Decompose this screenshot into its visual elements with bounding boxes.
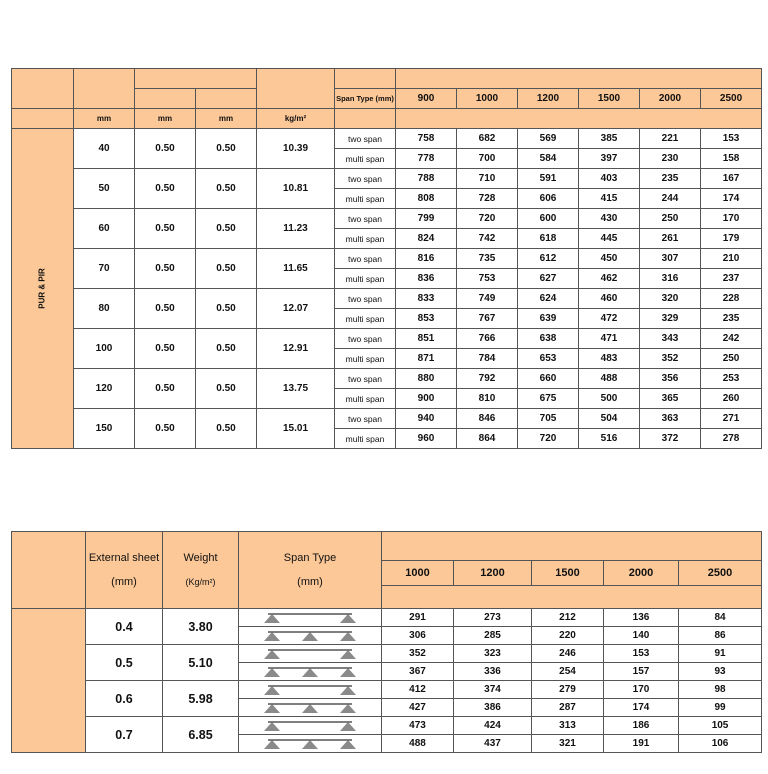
external-sheet-cell: 0.6	[86, 681, 163, 717]
weight-cell: 11.23	[257, 209, 335, 249]
value-cell: 93	[679, 663, 762, 681]
weight-cell: 5.98	[163, 681, 239, 717]
support-triangle	[264, 650, 280, 659]
span-header: 2000	[604, 561, 679, 586]
support-triangle	[264, 704, 280, 713]
value-cell: 261	[640, 229, 701, 249]
value-cell: 136	[604, 609, 679, 627]
two-span-support-icon	[262, 646, 358, 661]
value-cell: 742	[457, 229, 518, 249]
sheet1-cell: 0.50	[135, 329, 196, 369]
weight-cell: 10.39	[257, 129, 335, 169]
unit-cell: kg/m²	[257, 109, 335, 129]
value-cell: 488	[579, 369, 640, 389]
span-header: 1500	[532, 561, 604, 586]
span-diagram-cell	[239, 735, 382, 753]
value-cell: 98	[679, 681, 762, 699]
value-cell: 167	[701, 169, 762, 189]
value-cell: 279	[532, 681, 604, 699]
span-header: 2500	[701, 89, 762, 109]
weight-cell: 12.91	[257, 329, 335, 369]
value-cell: 675	[518, 389, 579, 409]
span-type-cell: multi span	[335, 229, 396, 249]
support-triangle	[264, 632, 280, 641]
unit-cell: mm	[196, 109, 257, 129]
value-cell: 153	[604, 645, 679, 663]
value-cell: 321	[532, 735, 604, 753]
value-cell: 767	[457, 309, 518, 329]
table-row	[12, 645, 762, 663]
sheet2-cell: 0.50	[196, 129, 257, 169]
value-cell: 174	[604, 699, 679, 717]
external-sheet-cell: 0.7	[86, 717, 163, 753]
value-cell: 285	[454, 627, 532, 645]
value-cell: 705	[518, 409, 579, 429]
weight-cell: 5.10	[163, 645, 239, 681]
span-header: 2500	[679, 561, 762, 586]
unit-cell: mm	[74, 109, 135, 129]
value-cell: 210	[701, 249, 762, 269]
table-row	[12, 289, 762, 309]
value-cell: 569	[518, 129, 579, 149]
value-cell: 660	[518, 369, 579, 389]
value-cell: 460	[579, 289, 640, 309]
value-cell: 720	[457, 209, 518, 229]
value-cell: 824	[396, 229, 457, 249]
value-cell: 157	[604, 663, 679, 681]
value-cell: 488	[382, 735, 454, 753]
value-cell: 356	[640, 369, 701, 389]
value-cell: 728	[457, 189, 518, 209]
thickness-cell: 40	[74, 129, 135, 169]
table-row	[12, 681, 762, 699]
value-cell: 960	[396, 429, 457, 449]
sheet1-cell: 0.50	[135, 289, 196, 329]
value-cell: 753	[457, 269, 518, 289]
value-cell: 424	[454, 717, 532, 735]
sheet2-cell: 0.50	[196, 169, 257, 209]
value-cell: 260	[701, 389, 762, 409]
value-cell: 700	[457, 149, 518, 169]
span-header: 900	[396, 89, 457, 109]
weight-cell: 3.80	[163, 609, 239, 645]
span-diagram-cell	[239, 609, 382, 627]
value-cell: 235	[640, 169, 701, 189]
support-triangle	[302, 704, 318, 713]
value-cell: 220	[532, 627, 604, 645]
sheet1-cell: 0.50	[135, 369, 196, 409]
weight-header	[163, 532, 239, 609]
support-triangle	[264, 668, 280, 677]
value-cell: 462	[579, 269, 640, 289]
value-cell: 758	[396, 129, 457, 149]
value-cell: 372	[640, 429, 701, 449]
side-blank-cell	[12, 609, 86, 753]
support-triangle	[340, 614, 356, 623]
value-cell: 158	[701, 149, 762, 169]
span-type-cell: two span	[335, 209, 396, 229]
value-cell: 221	[640, 129, 701, 149]
multi-span-support-icon	[262, 700, 358, 715]
table-row	[12, 717, 762, 735]
header-blank	[196, 89, 257, 109]
multi-span-support-icon	[262, 736, 358, 751]
value-cell: 367	[382, 663, 454, 681]
table-row	[12, 249, 762, 269]
header-blank	[396, 109, 762, 129]
support-triangle	[302, 632, 318, 641]
table-row	[12, 609, 762, 627]
value-cell: 191	[604, 735, 679, 753]
value-cell: 352	[382, 645, 454, 663]
table-row	[12, 209, 762, 229]
value-cell: 250	[640, 209, 701, 229]
sheet1-cell: 0.50	[135, 209, 196, 249]
span-type-cell: two span	[335, 249, 396, 269]
value-cell: 386	[454, 699, 532, 717]
value-cell: 445	[579, 229, 640, 249]
weight-cell: 11.65	[257, 249, 335, 289]
header-blank	[135, 89, 196, 109]
span-type-cell: two span	[335, 169, 396, 189]
span-type-cell: two span	[335, 289, 396, 309]
span-header: 1000	[457, 89, 518, 109]
span-type-unit: (mm)	[297, 576, 323, 588]
value-cell: 846	[457, 409, 518, 429]
span-type-cell: two span	[335, 129, 396, 149]
span-header: 1000	[382, 561, 454, 586]
value-cell: 271	[701, 409, 762, 429]
span-type-label: Span Type	[283, 551, 337, 564]
span-type-cell: two span	[335, 329, 396, 349]
value-cell: 287	[532, 699, 604, 717]
value-cell: 500	[579, 389, 640, 409]
value-cell: 606	[518, 189, 579, 209]
value-cell: 186	[604, 717, 679, 735]
value-cell: 313	[532, 717, 604, 735]
thickness-cell: 80	[74, 289, 135, 329]
span-type-cell: multi span	[335, 149, 396, 169]
span-diagram-cell	[239, 681, 382, 699]
value-cell: 273	[454, 609, 532, 627]
value-cell: 106	[679, 735, 762, 753]
value-cell: 230	[640, 149, 701, 169]
multi-span-support-icon	[262, 664, 358, 679]
thickness-cell: 100	[74, 329, 135, 369]
header-blank	[12, 532, 86, 609]
value-cell: 808	[396, 189, 457, 209]
weight-unit: (Kg/m²)	[185, 577, 216, 587]
value-cell: 179	[701, 229, 762, 249]
value-cell: 710	[457, 169, 518, 189]
value-cell: 385	[579, 129, 640, 149]
span-type-cell: multi span	[335, 349, 396, 369]
sheet2-cell: 0.50	[196, 369, 257, 409]
value-cell: 778	[396, 149, 457, 169]
thickness-cell: 150	[74, 409, 135, 449]
header-blank	[396, 69, 762, 89]
table-row	[12, 129, 762, 149]
header-blank	[382, 586, 762, 609]
support-triangle	[340, 668, 356, 677]
value-cell: 871	[396, 349, 457, 369]
value-cell: 374	[454, 681, 532, 699]
weight-label: Weight	[183, 551, 218, 564]
value-cell: 682	[457, 129, 518, 149]
header-blank	[74, 69, 135, 109]
two-span-support-icon	[262, 682, 358, 697]
value-cell: 627	[518, 269, 579, 289]
support-triangle	[340, 704, 356, 713]
value-cell: 254	[532, 663, 604, 681]
value-cell: 584	[518, 149, 579, 169]
two-span-support-icon	[262, 718, 358, 733]
value-cell: 504	[579, 409, 640, 429]
value-cell: 600	[518, 209, 579, 229]
value-cell: 792	[457, 369, 518, 389]
weight-cell: 6.85	[163, 717, 239, 753]
value-cell: 653	[518, 349, 579, 369]
header-blank	[12, 69, 74, 109]
table-row	[12, 369, 762, 389]
sheet2-cell: 0.50	[196, 289, 257, 329]
span-type-cell: multi span	[335, 429, 396, 449]
external-sheet-unit: (mm)	[111, 576, 137, 588]
sheet2-cell: 0.50	[196, 409, 257, 449]
value-cell: 242	[701, 329, 762, 349]
value-cell: 174	[701, 189, 762, 209]
sheet2-cell: 0.50	[196, 329, 257, 369]
value-cell: 788	[396, 169, 457, 189]
sheet1-cell: 0.50	[135, 129, 196, 169]
value-cell: 253	[701, 369, 762, 389]
span-type-cell: multi span	[335, 269, 396, 289]
span-header: 1500	[579, 89, 640, 109]
external-sheet-cell: 0.5	[86, 645, 163, 681]
value-cell: 320	[640, 289, 701, 309]
value-cell: 306	[382, 627, 454, 645]
span-diagram-cell	[239, 717, 382, 735]
header-blank	[12, 109, 74, 129]
support-triangle	[264, 614, 280, 623]
value-cell: 403	[579, 169, 640, 189]
value-cell: 170	[604, 681, 679, 699]
value-cell: 170	[701, 209, 762, 229]
external-sheet-cell: 0.4	[86, 609, 163, 645]
thickness-cell: 70	[74, 249, 135, 289]
value-cell: 940	[396, 409, 457, 429]
value-cell: 140	[604, 627, 679, 645]
value-cell: 483	[579, 349, 640, 369]
value-cell: 430	[579, 209, 640, 229]
value-cell: 228	[701, 289, 762, 309]
table-row	[12, 169, 762, 189]
weight-cell: 15.01	[257, 409, 335, 449]
sheet1-cell: 0.50	[135, 249, 196, 289]
value-cell: 618	[518, 229, 579, 249]
header-blank	[257, 69, 335, 109]
value-cell: 105	[679, 717, 762, 735]
value-cell: 86	[679, 627, 762, 645]
value-cell: 237	[701, 269, 762, 289]
sheet2-cell: 0.50	[196, 249, 257, 289]
value-cell: 880	[396, 369, 457, 389]
value-cell: 836	[396, 269, 457, 289]
value-cell: 212	[532, 609, 604, 627]
value-cell: 471	[579, 329, 640, 349]
span-header: 1200	[454, 561, 532, 586]
sheet2-cell: 0.50	[196, 209, 257, 249]
value-cell: 329	[640, 309, 701, 329]
span-type-header	[239, 532, 382, 609]
value-cell: 365	[640, 389, 701, 409]
value-cell: 450	[579, 249, 640, 269]
support-triangle	[340, 740, 356, 749]
value-cell: 336	[454, 663, 532, 681]
support-triangle	[264, 740, 280, 749]
value-cell: 612	[518, 249, 579, 269]
value-cell: 244	[640, 189, 701, 209]
support-triangle	[340, 722, 356, 731]
two-span-support-icon	[262, 610, 358, 625]
weight-cell: 10.81	[257, 169, 335, 209]
value-cell: 591	[518, 169, 579, 189]
span-diagram-cell	[239, 699, 382, 717]
value-cell: 437	[454, 735, 532, 753]
value-cell: 473	[382, 717, 454, 735]
header-blank	[335, 109, 396, 129]
support-triangle	[302, 668, 318, 677]
value-cell: 900	[396, 389, 457, 409]
side-label-cell	[12, 129, 74, 449]
value-cell: 853	[396, 309, 457, 329]
value-cell: 472	[579, 309, 640, 329]
value-cell: 412	[382, 681, 454, 699]
value-cell: 864	[457, 429, 518, 449]
sheet-load-table	[11, 531, 762, 753]
span-type-cell: two span	[335, 369, 396, 389]
external-sheet-header	[86, 532, 163, 609]
value-cell: 851	[396, 329, 457, 349]
weight-cell: 12.07	[257, 289, 335, 329]
thickness-cell: 50	[74, 169, 135, 209]
value-cell: 278	[701, 429, 762, 449]
support-triangle	[264, 722, 280, 731]
value-cell: 250	[701, 349, 762, 369]
value-cell: 343	[640, 329, 701, 349]
value-cell: 735	[457, 249, 518, 269]
value-cell: 766	[457, 329, 518, 349]
span-diagram-cell	[239, 627, 382, 645]
external-sheet-label: External sheet	[88, 551, 160, 564]
support-triangle	[340, 650, 356, 659]
value-cell: 91	[679, 645, 762, 663]
span-header: 1200	[518, 89, 579, 109]
support-triangle	[302, 740, 318, 749]
value-cell: 352	[640, 349, 701, 369]
value-cell: 415	[579, 189, 640, 209]
sheet1-cell: 0.50	[135, 409, 196, 449]
value-cell: 784	[457, 349, 518, 369]
span-type-cell: multi span	[335, 309, 396, 329]
value-cell: 84	[679, 609, 762, 627]
value-cell: 720	[518, 429, 579, 449]
value-cell: 397	[579, 149, 640, 169]
value-cell: 246	[532, 645, 604, 663]
support-triangle	[340, 686, 356, 695]
value-cell: 291	[382, 609, 454, 627]
unit-cell: mm	[135, 109, 196, 129]
value-cell: 323	[454, 645, 532, 663]
table-row	[12, 409, 762, 429]
thickness-cell: 120	[74, 369, 135, 409]
header-blank	[135, 69, 257, 89]
value-cell: 749	[457, 289, 518, 309]
value-cell: 516	[579, 429, 640, 449]
span-type-header: Span Type (mm)	[335, 89, 396, 109]
value-cell: 799	[396, 209, 457, 229]
span-diagram-cell	[239, 663, 382, 681]
value-cell: 638	[518, 329, 579, 349]
thickness-cell: 60	[74, 209, 135, 249]
value-cell: 639	[518, 309, 579, 329]
side-label: PUR & PIR	[37, 268, 47, 309]
table-row	[12, 329, 762, 349]
panel-load-table	[11, 68, 762, 449]
span-type-cell: multi span	[335, 389, 396, 409]
support-triangle	[340, 632, 356, 641]
span-diagram-cell	[239, 645, 382, 663]
header-blank	[335, 69, 396, 89]
span-type-cell: two span	[335, 409, 396, 429]
value-cell: 363	[640, 409, 701, 429]
span-type-cell: multi span	[335, 189, 396, 209]
header-blank	[382, 532, 762, 561]
value-cell: 810	[457, 389, 518, 409]
value-cell: 833	[396, 289, 457, 309]
value-cell: 235	[701, 309, 762, 329]
value-cell: 624	[518, 289, 579, 309]
value-cell: 816	[396, 249, 457, 269]
multi-span-support-icon	[262, 628, 358, 643]
span-header: 2000	[640, 89, 701, 109]
value-cell: 99	[679, 699, 762, 717]
value-cell: 307	[640, 249, 701, 269]
value-cell: 153	[701, 129, 762, 149]
value-cell: 316	[640, 269, 701, 289]
sheet1-cell: 0.50	[135, 169, 196, 209]
support-triangle	[264, 686, 280, 695]
value-cell: 427	[382, 699, 454, 717]
weight-cell: 13.75	[257, 369, 335, 409]
